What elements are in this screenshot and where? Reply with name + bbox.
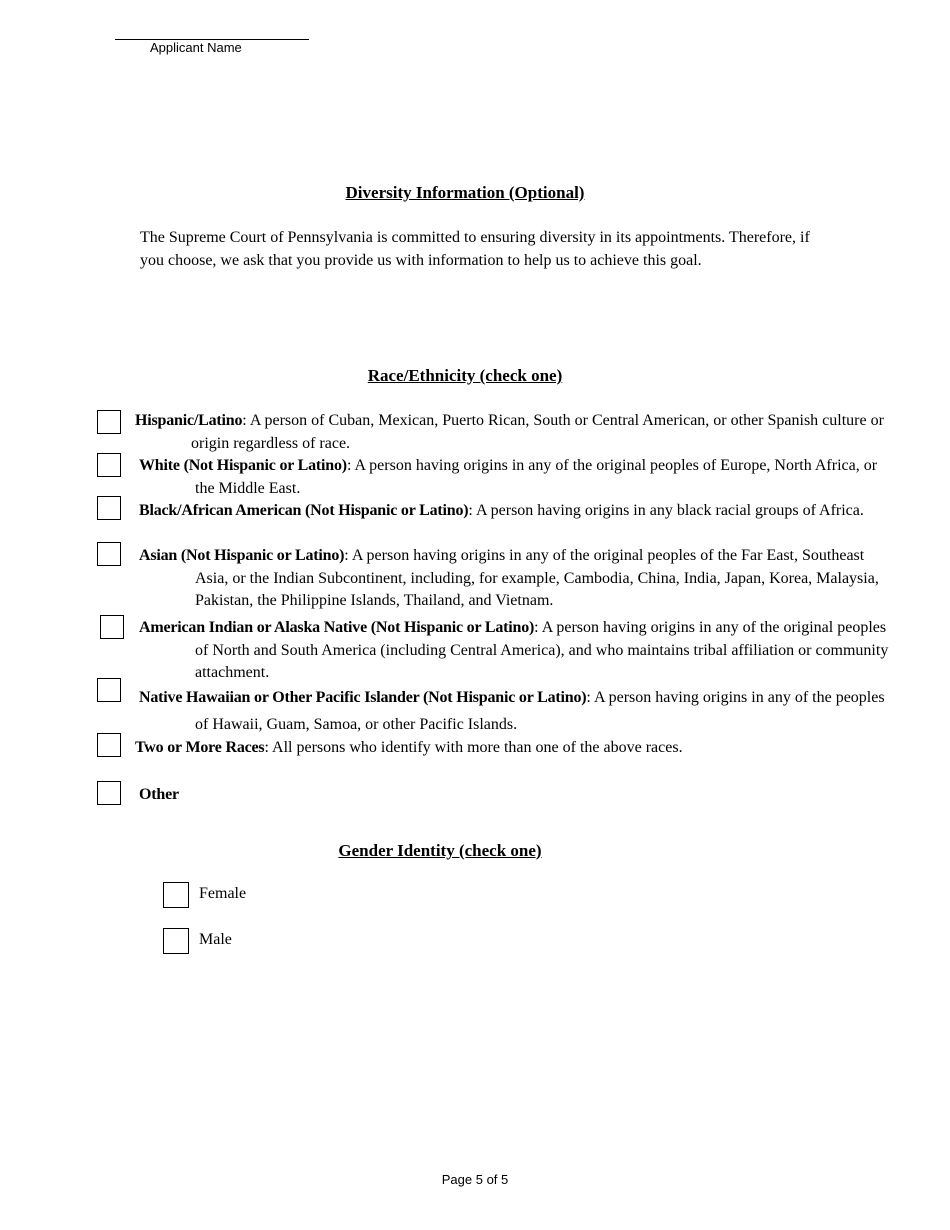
race-checkbox-american-indian[interactable] [100,615,124,639]
race-term: American Indian or Alaska Native (Not Hispanic or Latino) [139,619,535,636]
race-checkbox-asian[interactable] [97,542,121,566]
race-desc: : A person having origins in any of the original peoples of North and South America (including Central America), and who maintains tribal affiliation or community attachment. [195,619,889,681]
race-desc: : A person having origins in any of the original peoples of the Far East, Southeast Asia, or the Indian Subcontinent, including, for example, Cambodia, China, India, Japan, Korea, Malaysia, Pakistan, the Philippine Islands, Thailand, and Vietnam. [195,547,879,609]
race-option-asian [139,545,898,613]
race-checkbox-two-or-more[interactable] [97,733,121,757]
gender-checkbox-female[interactable] [163,882,189,908]
race-term: Hispanic/Latino [135,412,243,429]
race-term: Other [139,786,179,803]
page-title: Diversity Information (Optional) [345,183,585,202]
gender-heading: Gender Identity (check one) [338,841,542,860]
race-desc: : A person having origins in any of the original peoples of Europe, North Africa, or the Middle East. [195,457,878,497]
gender-label-female: Female [199,885,247,902]
race-checkbox-black[interactable] [97,496,121,520]
race-term: Asian (Not Hispanic or Latino) [139,547,345,564]
race-desc: : All persons who identify with more than one of the above races. [264,739,683,756]
intro-paragraph: The Supreme Court of Pennsylvania is committed to ensuring diversity in its appointments. Therefore, if you choose, we ask that you provide us with information to help us to achieve this goal. [140,229,810,269]
race-term: White (Not Hispanic or Latino) [139,457,347,474]
race-term: Native Hawaiian or Other Pacific Islander (Not Hispanic or Latino) [139,689,587,706]
race-option-other [139,784,495,807]
race-desc: : A person having origins in any of the peoples of Hawaii, Guam, Samoa, or other Pacific Islands. [195,689,885,733]
race-desc: : A person of Cuban, Mexican, Puerto Rican, South or Central American, or other Spanish culture or origin regardless of race. [191,412,884,452]
race-option-black [139,500,878,523]
race-checkbox-pacific-islander[interactable] [97,678,121,702]
race-option-white [139,455,896,500]
applicant-name-label: Applicant Name [150,40,242,55]
race-checkbox-other[interactable] [97,781,121,805]
race-desc: : A person having origins in any black racial groups of Africa. [468,502,864,519]
race-term: Black/African American (Not Hispanic or Latino) [139,502,469,519]
race-option-two-or-more [135,737,896,760]
race-option-american-indian [139,617,890,685]
race-checkbox-hispanic[interactable] [97,410,121,434]
race-option-pacific-islander [139,684,900,738]
race-heading: Race/Ethnicity (check one) [367,366,563,385]
gender-checkbox-male[interactable] [163,928,189,954]
gender-label-male: Male [199,931,232,948]
race-checkbox-white[interactable] [97,453,121,477]
race-term: Two or More Races [135,739,265,756]
race-option-hispanic [135,410,896,455]
page-number: Page 5 of 5 [441,1172,509,1187]
